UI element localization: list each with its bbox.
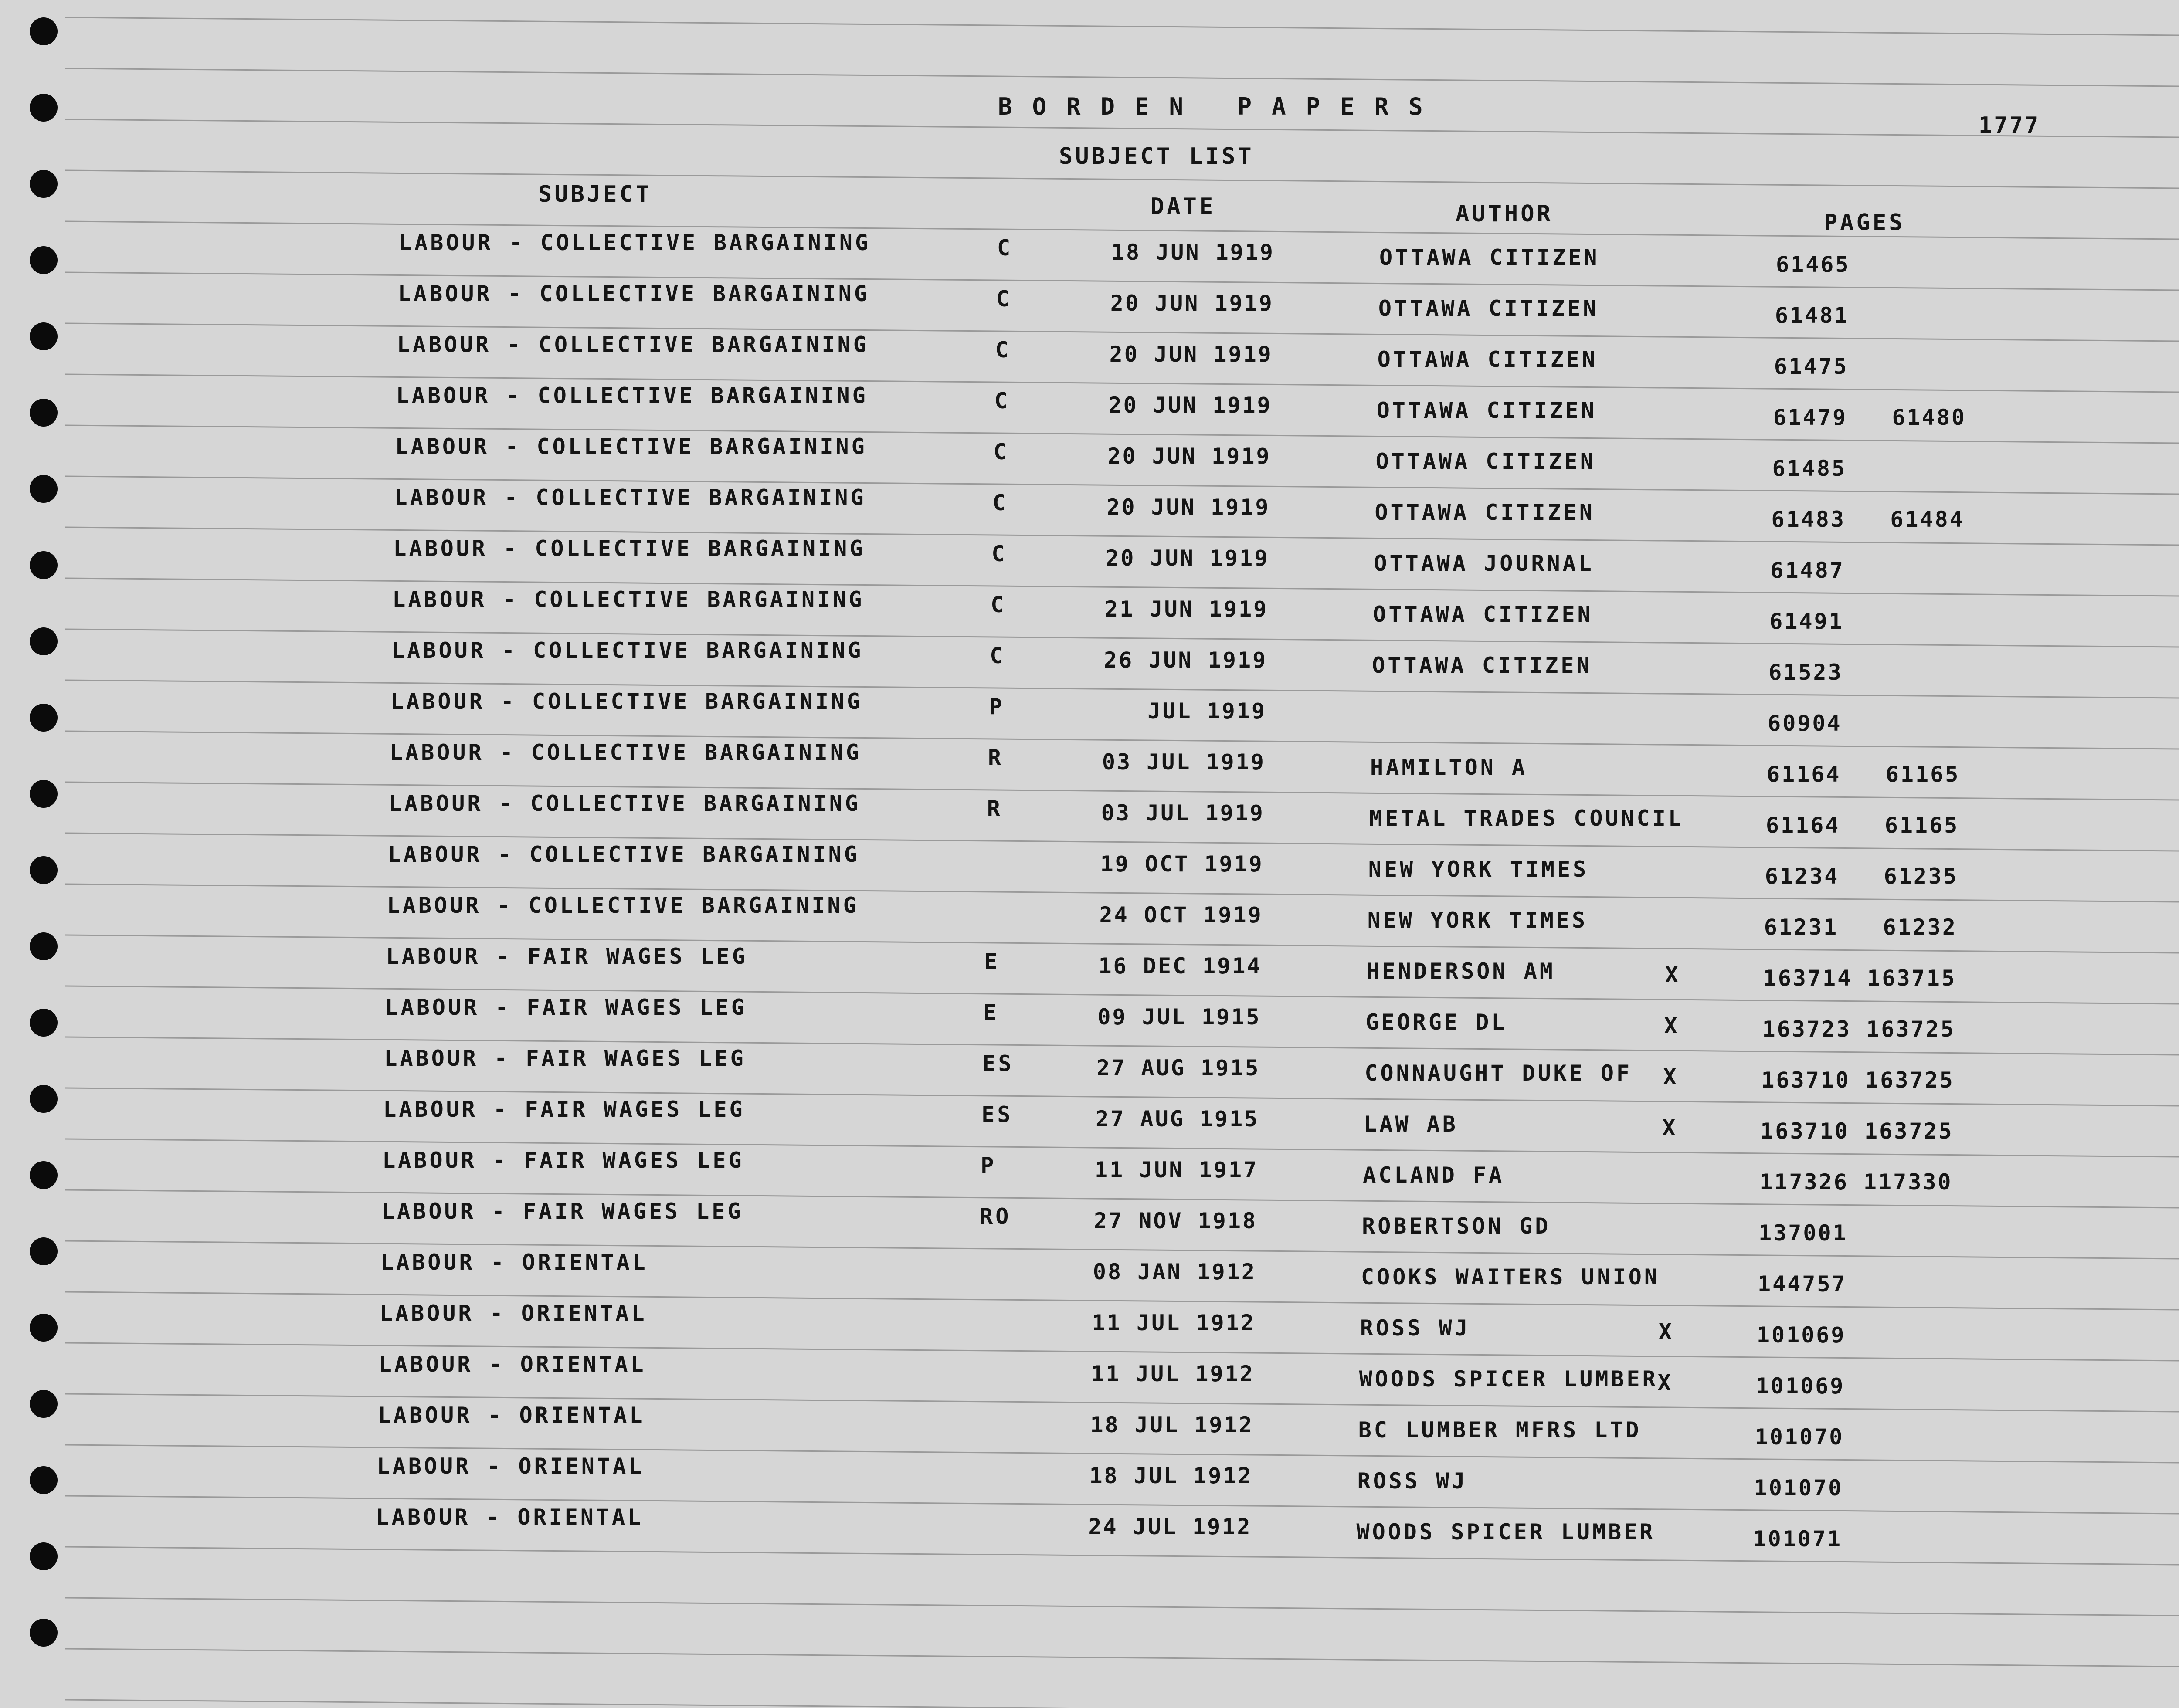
column-header-date: DATE <box>1151 193 1216 220</box>
pages-cell: 163710 163725 <box>1761 1068 1955 1093</box>
subject-cell: LABOUR - COLLECTIVE BARGAINING <box>397 332 869 357</box>
subject-cell: LABOUR - FAIR WAGES LEG <box>384 1046 746 1071</box>
type-code-cell: C <box>996 286 1012 312</box>
feed-hole <box>30 780 58 808</box>
ruled-line <box>65 1700 2179 1708</box>
pages-cell: 137001 <box>1758 1220 1848 1246</box>
date-cell: 18 JUN 1919 <box>1111 240 1275 265</box>
column-header-author: AUTHOR <box>1456 201 1553 227</box>
subject-cell: LABOUR - COLLECTIVE BARGAINING <box>396 383 868 408</box>
feed-hole <box>30 246 58 274</box>
date-cell: 27 AUG 1915 <box>1096 1055 1260 1081</box>
type-code-cell: C <box>994 388 1010 413</box>
date-cell: 16 DEC 1914 <box>1098 953 1262 979</box>
x-mark-cell: X <box>1657 1370 1673 1395</box>
ruled-line <box>65 170 2179 189</box>
pages-cell: 61164 61165 <box>1767 762 1960 787</box>
pages-cell: 163710 163725 <box>1760 1118 1954 1144</box>
ruled-line <box>65 1547 2179 1565</box>
feed-hole <box>30 551 58 579</box>
author-cell: OTTAWA CITIZEN <box>1372 653 1592 678</box>
author-cell: NEW YORK TIMES <box>1367 908 1588 933</box>
date-cell: 18 JUL 1912 <box>1089 1463 1253 1488</box>
feed-hole <box>30 1161 58 1189</box>
type-code-cell: R <box>988 745 1004 770</box>
date-cell: 20 JUN 1919 <box>1107 444 1271 469</box>
subject-cell: LABOUR - FAIR WAGES LEG <box>381 1199 743 1224</box>
type-code-cell: C <box>990 643 1006 668</box>
pages-cell: 144757 <box>1758 1271 1847 1297</box>
author-cell: OTTAWA CITIZEN <box>1378 296 1599 321</box>
author-cell: OTTAWA JOURNAL <box>1374 551 1594 576</box>
author-cell: WOODS SPICER LUMBER <box>1359 1366 1658 1392</box>
subject-cell: LABOUR - ORIENTAL <box>380 1250 648 1275</box>
column-header-pages: PAGES <box>1824 210 1905 236</box>
author-cell: OTTAWA CITIZEN <box>1375 449 1596 474</box>
x-mark-cell: X <box>1665 962 1681 987</box>
ruled-line <box>65 17 2179 36</box>
pages-cell: 61164 61165 <box>1765 813 1959 838</box>
column-header-subject: SUBJECT <box>538 181 652 207</box>
ruled-line <box>65 476 2179 495</box>
subject-cell: LABOUR - COLLECTIVE BARGAINING <box>399 230 871 255</box>
type-code-cell: C <box>991 541 1008 566</box>
date-cell: 20 JUN 1919 <box>1108 393 1272 418</box>
feed-hole <box>30 1314 58 1342</box>
author-cell: BC LUMBER MFRS LTD <box>1358 1417 1642 1443</box>
date-cell: JUL 1919 <box>1147 698 1267 724</box>
subject-cell: LABOUR - FAIR WAGES LEG <box>383 1097 745 1122</box>
feed-hole <box>30 932 58 960</box>
feed-hole <box>30 1390 58 1418</box>
page-number: 1777 <box>1979 112 2040 139</box>
subject-cell: LABOUR - COLLECTIVE BARGAINING <box>393 536 865 561</box>
type-code-cell: C <box>993 439 1009 464</box>
subject-cell: LABOUR - FAIR WAGES LEG <box>382 1148 744 1173</box>
feed-hole <box>30 94 58 122</box>
type-code-cell: RO <box>980 1204 1011 1229</box>
subject-cell: LABOUR - COLLECTIVE BARGAINING <box>397 281 870 306</box>
author-cell: OTTAWA CITIZEN <box>1379 245 1600 270</box>
ruled-line <box>65 731 2179 749</box>
pages-cell: 101069 <box>1756 1322 1846 1348</box>
author-cell: ROBERTSON GD <box>1362 1213 1551 1239</box>
type-code-cell: C <box>997 235 1013 261</box>
subject-cell: LABOUR - COLLECTIVE BARGAINING <box>390 689 863 714</box>
date-cell: 08 JAN 1912 <box>1093 1259 1256 1284</box>
author-cell: NEW YORK TIMES <box>1368 857 1589 882</box>
subject-cell: LABOUR - COLLECTIVE BARGAINING <box>392 587 865 612</box>
date-cell: 03 JUL 1919 <box>1101 800 1265 826</box>
feed-hole <box>30 475 58 503</box>
subject-cell: LABOUR - COLLECTIVE BARGAINING <box>395 434 867 459</box>
subject-cell: LABOUR - COLLECTIVE BARGAINING <box>394 485 866 510</box>
type-code-cell: E <box>984 949 1000 974</box>
pages-cell: 61479 61480 <box>1773 405 1967 430</box>
feed-hole <box>30 1466 58 1494</box>
author-cell: HAMILTON A <box>1370 755 1528 780</box>
date-cell: 20 JUN 1919 <box>1109 342 1273 367</box>
date-cell: 11 JUN 1917 <box>1095 1157 1259 1183</box>
author-cell: LAW AB <box>1364 1112 1458 1137</box>
feed-hole <box>30 1237 58 1265</box>
author-cell: ROSS WJ <box>1360 1315 1470 1341</box>
feed-hole <box>30 1619 58 1647</box>
pages-cell: 61523 <box>1768 660 1843 685</box>
author-cell: WOODS SPICER LUMBER <box>1356 1519 1656 1545</box>
subject-cell: LABOUR - COLLECTIVE BARGAINING <box>388 791 861 816</box>
author-cell: HENDERSON AM <box>1366 959 1555 984</box>
date-cell: 27 NOV 1918 <box>1093 1208 1258 1234</box>
pages-cell: 163723 163725 <box>1762 1017 1955 1042</box>
subject-cell: LABOUR - COLLECTIVE BARGAINING <box>387 893 859 918</box>
pages-cell: 101069 <box>1755 1373 1845 1399</box>
author-cell: COOKS WAITERS UNION <box>1361 1264 1660 1290</box>
author-cell: GEORGE DL <box>1365 1010 1507 1035</box>
pages-cell: 101070 <box>1755 1424 1844 1450</box>
type-code-cell: P <box>981 1153 997 1178</box>
feed-hole <box>30 399 58 427</box>
ruled-line <box>65 1649 2179 1667</box>
date-cell: 11 JUL 1912 <box>1091 1361 1255 1386</box>
pages-cell: 60904 <box>1768 711 1842 736</box>
date-cell: 19 OCT 1919 <box>1100 851 1264 877</box>
pages-cell: 61485 <box>1772 456 1847 481</box>
date-cell: 21 JUN 1919 <box>1105 596 1269 622</box>
subject-cell: LABOUR - FAIR WAGES LEG <box>385 995 747 1020</box>
pages-cell: 61481 <box>1775 303 1850 328</box>
ruled-line <box>65 578 2179 596</box>
pages-cell: 101071 <box>1753 1526 1843 1552</box>
feed-hole <box>30 322 58 350</box>
feed-hole <box>30 1542 58 1570</box>
pages-cell: 61475 <box>1774 354 1849 379</box>
pages-cell: 61465 <box>1776 252 1850 277</box>
subject-cell: LABOUR - ORIENTAL <box>379 1301 647 1326</box>
subject-cell: LABOUR - COLLECTIVE BARGAINING <box>387 842 860 867</box>
date-cell: 18 JUL 1912 <box>1090 1412 1254 1437</box>
feed-hole <box>30 17 58 45</box>
date-cell: 24 OCT 1919 <box>1099 902 1263 928</box>
author-cell: METAL TRADES COUNCIL <box>1369 806 1684 831</box>
feed-hole <box>30 1009 58 1037</box>
type-code-cell: C <box>995 337 1011 363</box>
date-cell: 03 JUL 1919 <box>1102 749 1266 775</box>
feed-hole <box>30 1085 58 1113</box>
ruled-line <box>65 119 2179 138</box>
ruled-line <box>65 68 2179 87</box>
date-cell: 20 JUN 1919 <box>1106 495 1270 520</box>
feed-hole <box>30 627 58 655</box>
pages-cell: 61234 61235 <box>1765 864 1958 889</box>
date-cell: 09 JUL 1915 <box>1097 1004 1261 1030</box>
author-cell: OTTAWA CITIZEN <box>1376 398 1597 423</box>
document-subtitle: SUBJECT LIST <box>1059 143 1254 169</box>
feed-hole <box>30 856 58 884</box>
author-cell: CONNAUGHT DUKE OF <box>1364 1061 1633 1086</box>
author-cell: OTTAWA CITIZEN <box>1373 602 1593 627</box>
x-mark-cell: X <box>1658 1319 1674 1344</box>
date-cell: 27 AUG 1915 <box>1096 1106 1259 1132</box>
date-cell: 11 JUL 1912 <box>1092 1310 1256 1335</box>
pages-cell: 101070 <box>1754 1475 1843 1501</box>
subject-cell: LABOUR - ORIENTAL <box>376 1505 644 1530</box>
document-title: BORDEN PAPERS <box>998 93 1443 120</box>
date-cell: 26 JUN 1919 <box>1104 647 1268 673</box>
pages-cell: 117326 117330 <box>1759 1169 1953 1195</box>
x-mark-cell: X <box>1664 1013 1680 1038</box>
left-tractor-feed-holes <box>26 0 65 1708</box>
author-cell: ROSS WJ <box>1357 1468 1468 1494</box>
ruled-line <box>65 629 2179 647</box>
ruled-line <box>65 323 2179 342</box>
date-cell: 20 JUN 1919 <box>1110 291 1274 316</box>
author-cell: OTTAWA CITIZEN <box>1375 500 1595 525</box>
pages-cell: 61231 61232 <box>1764 915 1958 940</box>
ruled-line <box>65 1598 2179 1616</box>
feed-hole <box>30 170 58 198</box>
type-code-cell: P <box>989 694 1005 719</box>
subject-cell: LABOUR - ORIENTAL <box>377 1454 645 1479</box>
ruled-line <box>65 680 2179 698</box>
type-code-cell: C <box>992 490 1008 515</box>
pages-cell: 61483 61484 <box>1771 507 1965 532</box>
date-cell: 20 JUN 1919 <box>1106 546 1269 571</box>
date-cell: 24 JUL 1912 <box>1088 1514 1252 1539</box>
subject-cell: LABOUR - COLLECTIVE BARGAINING <box>391 638 864 663</box>
type-code-cell: C <box>991 592 1007 617</box>
subject-cell: LABOUR - ORIENTAL <box>378 1352 646 1377</box>
pages-cell: 61487 <box>1770 558 1845 583</box>
type-code-cell: ES <box>982 1051 1014 1076</box>
type-code-cell: ES <box>981 1102 1013 1127</box>
ruled-line <box>65 374 2179 393</box>
subject-cell: LABOUR - COLLECTIVE BARGAINING <box>390 740 862 765</box>
x-mark-cell: X <box>1662 1115 1678 1140</box>
feed-hole <box>30 704 58 732</box>
subject-cell: LABOUR - ORIENTAL <box>377 1403 645 1428</box>
type-code-cell: E <box>983 1000 999 1025</box>
pages-cell: 163714 163715 <box>1763 966 1956 991</box>
pages-cell: 61491 <box>1769 609 1844 634</box>
author-cell: ACLAND FA <box>1363 1162 1505 1188</box>
type-code-cell: R <box>987 796 1003 821</box>
x-mark-cell: X <box>1663 1064 1679 1089</box>
subject-cell: LABOUR - FAIR WAGES LEG <box>386 944 748 969</box>
author-cell: OTTAWA CITIZEN <box>1377 347 1598 372</box>
ruled-line <box>65 272 2179 291</box>
